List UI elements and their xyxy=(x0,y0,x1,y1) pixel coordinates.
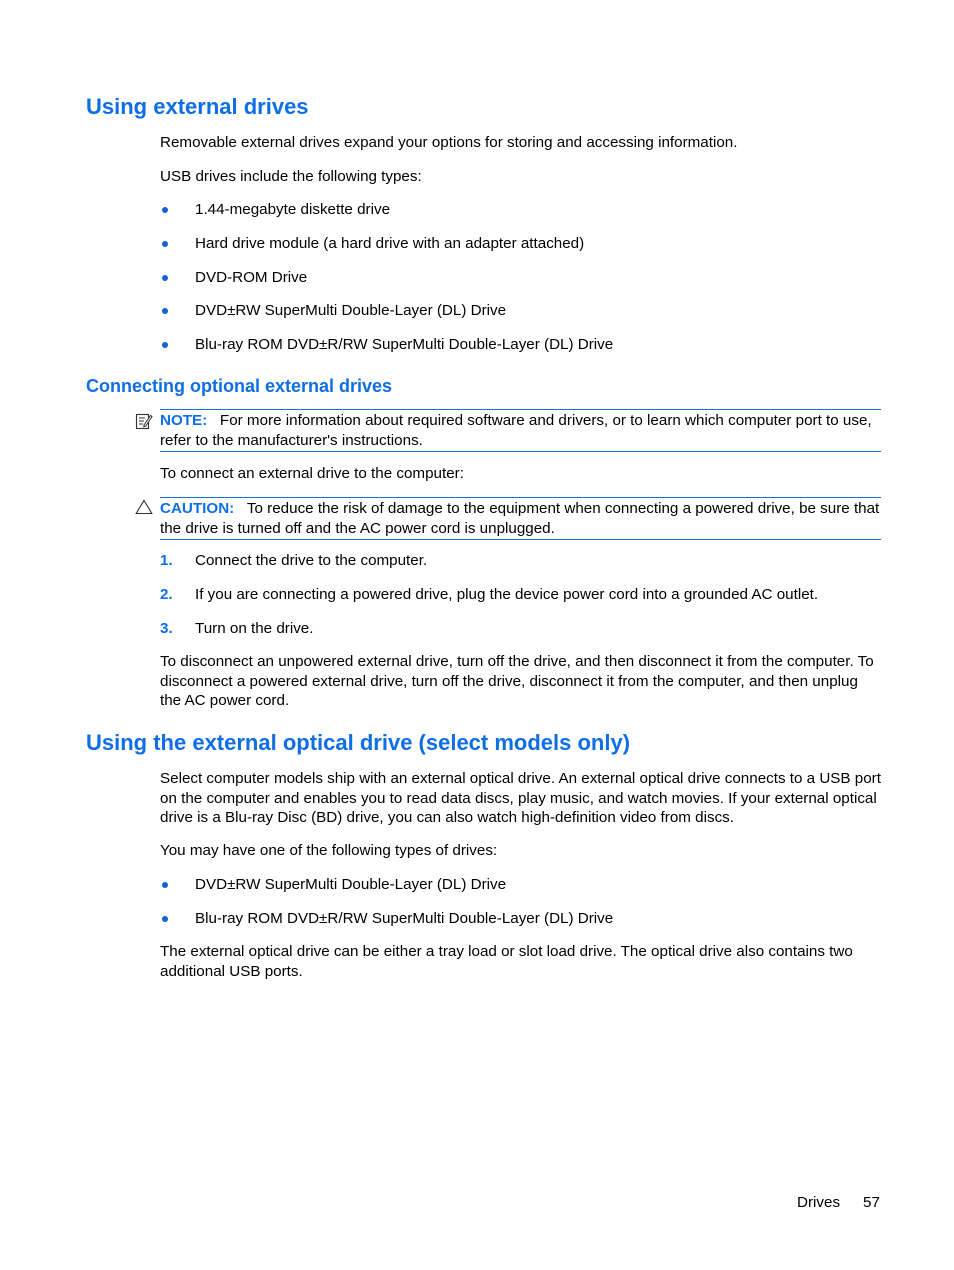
caution-text: To reduce the risk of damage to the equipment when connecting a powered drive, be sure that the drive is turned off and the AC power cord is unplugged. xyxy=(160,500,880,537)
step-text: Connect the drive to the computer. xyxy=(195,552,428,569)
page-number: 57 xyxy=(863,1194,880,1211)
footer-section-name: Drives xyxy=(797,1194,841,1211)
heading-connecting-optional-external-drives: Connecting optional external drives xyxy=(86,376,393,396)
optical-lead-paragraph: You may have one of the following types of drives: xyxy=(160,842,498,859)
note-text: For more information about required software and drivers, or to learn which computer port to use, refer to the manufacturer's instructions. xyxy=(160,412,872,449)
list-item-text: 1.44-megabyte diskette drive xyxy=(195,201,391,218)
bullet-dot-icon xyxy=(162,342,168,348)
bullet-dot-icon xyxy=(162,241,168,247)
list-item-text: Hard drive module (a hard drive with an adapter attached) xyxy=(195,235,585,252)
list-item-text: DVD±RW SuperMulti Double-Layer (DL) Drive xyxy=(195,876,507,893)
caution-triangle-icon xyxy=(135,499,153,515)
step-number: 3. xyxy=(160,620,173,637)
step-number: 1. xyxy=(160,552,173,569)
heading-using-external-drives: Using external drives xyxy=(86,94,309,119)
bullet-dot-icon xyxy=(162,308,168,314)
bullet-dot-icon xyxy=(162,882,168,888)
connect-lead-paragraph: To connect an external drive to the computer: xyxy=(160,465,464,482)
disconnect-paragraph: To disconnect an unpowered external drive, turn off the drive, and then disconnect it from the computer. To disconnect a powered external drive, turn off the drive, disconnect it from the computer, and then unplug the AC power cord. xyxy=(160,653,874,709)
heading-using-external-optical-drive: Using the external optical drive (select models only) xyxy=(86,730,631,755)
list-item-text: DVD-ROM Drive xyxy=(195,269,308,286)
intro-paragraph: Removable external drives expand your options for storing and accessing information. xyxy=(160,134,738,151)
caution-label: CAUTION: xyxy=(160,500,235,517)
note-pencil-icon xyxy=(135,412,153,430)
list-item-text: DVD±RW SuperMulti Double-Layer (DL) Drive xyxy=(195,302,507,319)
caution-box xyxy=(160,497,881,540)
list-item-text: Blu-ray ROM DVD±R/RW SuperMulti Double-Layer (DL) Drive xyxy=(195,336,614,353)
bullet-dot-icon xyxy=(162,207,168,213)
note-box xyxy=(160,409,881,452)
step-number: 2. xyxy=(160,586,173,603)
step-text: If you are connecting a powered drive, plug the device power cord into a grounded AC outlet. xyxy=(195,586,819,603)
optical-closing-paragraph: The external optical drive can be either a tray load or slot load drive. The optical drive also contains two additional USB ports. xyxy=(160,943,853,980)
optical-intro-paragraph: Select computer models ship with an external optical drive. An external optical drive connects to a USB port on the computer and enables you to read data discs, play music, and watch movies. If your external optical drive is a Blu-ray Disc (BD) drive, you can also watch high-definition video from discs. xyxy=(160,770,881,826)
list-item-text: Blu-ray ROM DVD±R/RW SuperMulti Double-Layer (DL) Drive xyxy=(195,910,614,927)
step-text: Turn on the drive. xyxy=(195,620,314,637)
bullet-dot-icon xyxy=(162,916,168,922)
bullet-dot-icon xyxy=(162,275,168,281)
usb-lead-paragraph: USB drives include the following types: xyxy=(160,168,422,185)
note-label: NOTE: xyxy=(160,412,208,429)
